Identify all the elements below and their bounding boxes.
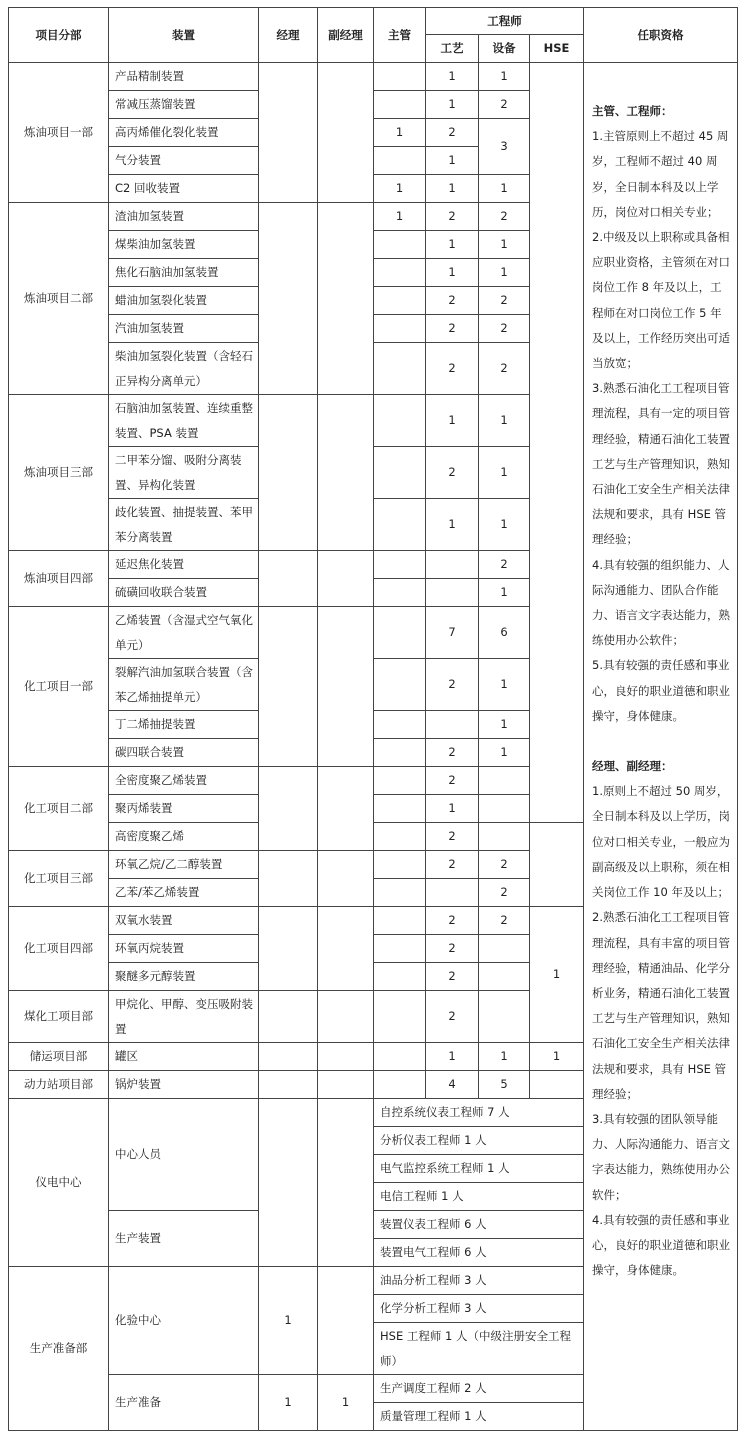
supervisor-cell bbox=[374, 991, 426, 1043]
header-craft: 工艺 bbox=[426, 35, 479, 63]
unit-cell: C2 回收装置 bbox=[109, 175, 259, 203]
craft-cell bbox=[426, 879, 479, 907]
equipment-cell: 1 bbox=[479, 395, 530, 447]
equipment-cell: 2 bbox=[479, 907, 530, 935]
supervisor-cell bbox=[374, 343, 426, 395]
craft-cell: 2 bbox=[426, 767, 479, 795]
dept-cell: 化工项目一部 bbox=[9, 607, 109, 767]
equipment-cell: 2 bbox=[479, 315, 530, 343]
qualification-cell bbox=[584, 63, 738, 1431]
manager-cell bbox=[259, 1043, 318, 1071]
unit-cell: 罐区 bbox=[109, 1043, 259, 1071]
header-supervisor: 主管 bbox=[374, 8, 426, 63]
supervisor-cell bbox=[374, 659, 426, 711]
unit-cell: 锅炉装置 bbox=[109, 1071, 259, 1099]
equipment-cell: 2 bbox=[479, 851, 530, 879]
supervisor-cell bbox=[374, 231, 426, 259]
craft-cell: 4 bbox=[426, 1071, 479, 1099]
craft-cell: 1 bbox=[426, 91, 479, 119]
supervisor-cell: 1 bbox=[374, 175, 426, 203]
equipment-cell: 1 bbox=[479, 447, 530, 499]
equipment-cell: 6 bbox=[479, 607, 530, 659]
craft-cell: 2 bbox=[426, 907, 479, 935]
qualification-item: 2.中级及以上职称或具备相应职业资格，主管须在对口岗位工作 8 年及以上，工程师在对口岗位工作 5 年及以上，工作经历突出可适当放宽； bbox=[592, 230, 731, 371]
header-qualification: 任职资格 bbox=[584, 8, 738, 63]
deputy-cell bbox=[318, 63, 374, 203]
deputy-cell bbox=[318, 907, 374, 991]
equipment-cell: 1 bbox=[479, 63, 530, 91]
unit-cell: 裂解汽油加氢联合装置（含苯乙烯抽提单元） bbox=[109, 659, 259, 711]
group-cell: 生产装置 bbox=[109, 1211, 259, 1267]
staff-cell: 质量管理工程师 1 人 bbox=[374, 1403, 584, 1431]
craft-cell bbox=[426, 579, 479, 607]
unit-cell: 环氧乙烷/乙二醇装置 bbox=[109, 851, 259, 879]
manager-cell bbox=[259, 851, 318, 907]
manager-cell bbox=[259, 991, 318, 1043]
qualification-item: 1.主管原则上不超过 45 周岁，工程师不超过 40 周岁，全日制本科及以上学历，岗位对口相关专业； bbox=[592, 129, 729, 219]
manager-cell bbox=[259, 767, 318, 851]
equipment-cell: 5 bbox=[479, 1071, 530, 1099]
dept-cell: 仪电中心 bbox=[9, 1099, 109, 1267]
equipment-cell bbox=[479, 823, 530, 851]
unit-cell: 煤柴油加氢装置 bbox=[109, 231, 259, 259]
manager-cell: 1 bbox=[259, 1267, 318, 1375]
header-dept: 项目分部 bbox=[9, 8, 109, 63]
craft-cell: 1 bbox=[426, 259, 479, 287]
supervisor-cell: 1 bbox=[374, 203, 426, 231]
hse-cell bbox=[530, 1071, 584, 1099]
supervisor-cell bbox=[374, 739, 426, 767]
unit-cell: 聚醚多元醇装置 bbox=[109, 963, 259, 991]
craft-cell: 1 bbox=[426, 63, 479, 91]
equipment-cell: 1 bbox=[479, 579, 530, 607]
unit-cell: 高密度聚乙烯 bbox=[109, 823, 259, 851]
unit-cell: 气分装置 bbox=[109, 147, 259, 175]
qualification-item: 2.熟悉石油化工工程项目管理流程，具有丰富的项目管理经验，精通油品、化学分析业务，精通石油化工装置工艺与生产管理知识，熟知石油化工安全生产相关法律法规和要求，具有 HSE 管理经验； bbox=[592, 910, 731, 1101]
supervisor-cell bbox=[374, 907, 426, 935]
manager-cell bbox=[259, 551, 318, 607]
deputy-cell: 1 bbox=[318, 1375, 374, 1431]
supervisor-cell bbox=[374, 579, 426, 607]
unit-cell: 乙烯装置（含湿式空气氧化单元） bbox=[109, 607, 259, 659]
craft-cell: 2 bbox=[426, 287, 479, 315]
unit-cell: 碳四联合装置 bbox=[109, 739, 259, 767]
craft-cell: 2 bbox=[426, 739, 479, 767]
craft-cell: 2 bbox=[426, 343, 479, 395]
supervisor-cell bbox=[374, 147, 426, 175]
dept-cell: 炼油项目二部 bbox=[9, 203, 109, 395]
equipment-cell: 1 bbox=[479, 711, 530, 739]
craft-cell: 1 bbox=[426, 175, 479, 203]
staff-cell: 装置电气工程师 6 人 bbox=[374, 1239, 584, 1267]
deputy-cell bbox=[318, 1071, 374, 1099]
equipment-cell: 1 bbox=[479, 259, 530, 287]
staff-cell: HSE 工程师 1 人（中级注册安全工程师） bbox=[374, 1323, 584, 1375]
header-equipment: 设备 bbox=[479, 35, 530, 63]
staff-cell: 电信工程师 1 人 bbox=[374, 1183, 584, 1211]
staffing-table bbox=[8, 7, 738, 1431]
equipment-cell: 2 bbox=[479, 203, 530, 231]
unit-cell: 全密度聚乙烯装置 bbox=[109, 767, 259, 795]
supervisor-cell bbox=[374, 823, 426, 851]
dept-cell: 化工项目四部 bbox=[9, 907, 109, 991]
dept-cell: 动力站项目部 bbox=[9, 1071, 109, 1099]
supervisor-cell bbox=[374, 711, 426, 739]
hse-cell: 1 bbox=[530, 907, 584, 1043]
group-cell: 中心人员 bbox=[109, 1099, 259, 1211]
craft-cell: 2 bbox=[426, 447, 479, 499]
dept-cell: 炼油项目四部 bbox=[9, 551, 109, 607]
supervisor-cell bbox=[374, 315, 426, 343]
craft-cell: 1 bbox=[426, 1043, 479, 1071]
craft-cell: 1 bbox=[426, 795, 479, 823]
qualification-heading: 主管、工程师： bbox=[592, 104, 673, 118]
qualification-item: 5.具有较强的责任感和事业心，良好的职业道德和职业操守，身体健康。 bbox=[592, 658, 731, 723]
craft-cell: 2 bbox=[426, 935, 479, 963]
unit-cell: 焦化石脑油加氢装置 bbox=[109, 259, 259, 287]
unit-cell: 环氧丙烷装置 bbox=[109, 935, 259, 963]
deputy-cell bbox=[318, 607, 374, 767]
craft-cell: 2 bbox=[426, 991, 479, 1043]
equipment-cell: 2 bbox=[479, 551, 530, 579]
supervisor-cell: 1 bbox=[374, 119, 426, 147]
deputy-cell bbox=[318, 395, 374, 551]
deputy-cell bbox=[318, 1043, 374, 1071]
header-engineer: 工程师 bbox=[426, 8, 584, 35]
manager-cell: 1 bbox=[259, 1375, 318, 1431]
craft-cell: 2 bbox=[426, 963, 479, 991]
equipment-cell bbox=[479, 795, 530, 823]
staff-cell: 油品分析工程师 3 人 bbox=[374, 1267, 584, 1295]
unit-cell: 歧化装置、抽提装置、苯甲苯分离装置 bbox=[109, 499, 259, 551]
craft-cell: 2 bbox=[426, 315, 479, 343]
qualification-heading: 经理、副经理： bbox=[592, 759, 673, 774]
dept-cell: 炼油项目三部 bbox=[9, 395, 109, 551]
deputy-cell bbox=[318, 991, 374, 1043]
craft-cell: 2 bbox=[426, 851, 479, 879]
unit-cell: 丁二烯抽提装置 bbox=[109, 711, 259, 739]
dept-cell: 化工项目二部 bbox=[9, 767, 109, 851]
unit-cell: 柴油加氢裂化装置（含轻石正异构分离单元） bbox=[109, 343, 259, 395]
equipment-cell: 1 bbox=[479, 1043, 530, 1071]
equipment-cell: 2 bbox=[479, 879, 530, 907]
equipment-cell: 1 bbox=[479, 231, 530, 259]
deputy-cell bbox=[318, 767, 374, 851]
manager-cell bbox=[259, 203, 318, 395]
header-unit: 装置 bbox=[109, 8, 259, 63]
supervisor-cell bbox=[374, 795, 426, 823]
dept-cell: 化工项目三部 bbox=[9, 851, 109, 907]
header-deputy: 副经理 bbox=[318, 8, 374, 63]
equipment-cell: 1 bbox=[479, 499, 530, 551]
supervisor-cell bbox=[374, 879, 426, 907]
manager-cell bbox=[259, 907, 318, 991]
qualification-item: 3.具有较强的团队领导能力、人际沟通能力、语言文字表达能力，熟练使用办公软件； bbox=[592, 1111, 731, 1202]
group-cell: 生产准备 bbox=[109, 1375, 259, 1431]
supervisor-cell bbox=[374, 963, 426, 991]
qualification-item: 1.原则上不超过 50 周岁，全日制本科及以上学历，岗位对口相关专业，一般应为副高级及以上职称，须在相关岗位工作 10 年及以上； bbox=[592, 784, 731, 900]
unit-cell: 石脑油加氢装置、连续重整装置、PSA 装置 bbox=[109, 395, 259, 447]
unit-cell: 双氧水装置 bbox=[109, 907, 259, 935]
dept-cell: 储运项目部 bbox=[9, 1043, 109, 1071]
craft-cell: 1 bbox=[426, 395, 479, 447]
supervisor-cell bbox=[374, 499, 426, 551]
craft-cell bbox=[426, 711, 479, 739]
supervisor-cell bbox=[374, 1043, 426, 1071]
equipment-cell: 2 bbox=[479, 343, 530, 395]
supervisor-cell bbox=[374, 91, 426, 119]
hse-cell: 1 bbox=[530, 1043, 584, 1071]
qualification-item: 4.具有较强的组织能力、人际沟通能力、团队合作能力、语言文字表达能力，熟练使用办公软件； bbox=[592, 557, 731, 648]
unit-cell: 渣油加氢装置 bbox=[109, 203, 259, 231]
supervisor-cell bbox=[374, 935, 426, 963]
manager-cell bbox=[259, 63, 318, 203]
equipment-cell bbox=[479, 767, 530, 795]
header-hse: HSE bbox=[530, 35, 584, 63]
craft-cell: 1 bbox=[426, 499, 479, 551]
deputy-cell bbox=[318, 851, 374, 907]
craft-cell: 7 bbox=[426, 607, 479, 659]
unit-cell: 蜡油加氢裂化装置 bbox=[109, 287, 259, 315]
unit-cell: 延迟焦化装置 bbox=[109, 551, 259, 579]
equipment-cell: 2 bbox=[479, 287, 530, 315]
craft-cell bbox=[426, 551, 479, 579]
deputy-cell bbox=[318, 1099, 374, 1267]
unit-cell: 高丙烯催化裂化装置 bbox=[109, 119, 259, 147]
supervisor-cell bbox=[374, 1071, 426, 1099]
equipment-cell: 1 bbox=[479, 739, 530, 767]
supervisor-cell bbox=[374, 551, 426, 579]
staff-cell: 生产调度工程师 2 人 bbox=[374, 1375, 584, 1403]
dept-cell: 煤化工项目部 bbox=[9, 991, 109, 1043]
unit-cell: 聚丙烯装置 bbox=[109, 795, 259, 823]
craft-cell: 2 bbox=[426, 659, 479, 711]
manager-cell bbox=[259, 1071, 318, 1099]
unit-cell: 产品精制装置 bbox=[109, 63, 259, 91]
equipment-cell bbox=[479, 935, 530, 963]
header-manager: 经理 bbox=[259, 8, 318, 63]
qualification-item: 3.熟悉石油化工工程项目管理流程，具有一定的项目管理经验，精通石油化工装置工艺与生产管理知识，熟知石油化工安全生产相关法律法规和要求，具有 HSE 管理经验； bbox=[592, 381, 731, 547]
staff-cell: 电气监控系统工程师 1 人 bbox=[374, 1155, 584, 1183]
staff-cell: 自控系统仪表工程师 7 人 bbox=[374, 1099, 584, 1127]
equipment-cell: 2 bbox=[479, 91, 530, 119]
manager-cell bbox=[259, 395, 318, 551]
manager-cell bbox=[259, 607, 318, 767]
craft-cell: 1 bbox=[426, 147, 479, 175]
unit-cell: 甲烷化、甲醇、变压吸附装置 bbox=[109, 991, 259, 1043]
unit-cell: 汽油加氢装置 bbox=[109, 315, 259, 343]
craft-cell: 2 bbox=[426, 119, 479, 147]
staff-cell: 装置仪表工程师 6 人 bbox=[374, 1211, 584, 1239]
supervisor-cell bbox=[374, 63, 426, 91]
craft-cell: 2 bbox=[426, 823, 479, 851]
dept-cell: 炼油项目一部 bbox=[9, 63, 109, 203]
supervisor-cell bbox=[374, 851, 426, 879]
dept-cell: 生产准备部 bbox=[9, 1267, 109, 1431]
supervisor-cell bbox=[374, 447, 426, 499]
unit-cell: 二甲苯分馏、吸附分离装置、异构化装置 bbox=[109, 447, 259, 499]
supervisor-cell bbox=[374, 287, 426, 315]
deputy-cell bbox=[318, 203, 374, 395]
staff-cell: 化学分析工程师 3 人 bbox=[374, 1295, 584, 1323]
qualification-item: 4.具有较强的责任感和事业心，良好的职业道德和职业操守，身体健康。 bbox=[592, 1212, 731, 1278]
supervisor-cell bbox=[374, 767, 426, 795]
supervisor-cell bbox=[374, 607, 426, 659]
unit-cell: 硫磺回收联合装置 bbox=[109, 579, 259, 607]
equipment-cell: 3 bbox=[479, 119, 530, 175]
equipment-cell: 1 bbox=[479, 659, 530, 711]
supervisor-cell bbox=[374, 395, 426, 447]
manager-cell bbox=[259, 1099, 318, 1267]
deputy-cell bbox=[318, 1267, 374, 1375]
unit-cell: 乙苯/苯乙烯装置 bbox=[109, 879, 259, 907]
supervisor-cell bbox=[374, 259, 426, 287]
craft-cell: 2 bbox=[426, 203, 479, 231]
unit-cell: 常减压蒸馏装置 bbox=[109, 91, 259, 119]
equipment-cell bbox=[479, 991, 530, 1043]
equipment-cell bbox=[479, 963, 530, 991]
deputy-cell bbox=[318, 551, 374, 607]
staff-cell: 分析仪表工程师 1 人 bbox=[374, 1127, 584, 1155]
group-cell: 化验中心 bbox=[109, 1267, 259, 1375]
equipment-cell: 1 bbox=[479, 175, 530, 203]
hse-cell bbox=[530, 63, 584, 823]
craft-cell: 1 bbox=[426, 231, 479, 259]
